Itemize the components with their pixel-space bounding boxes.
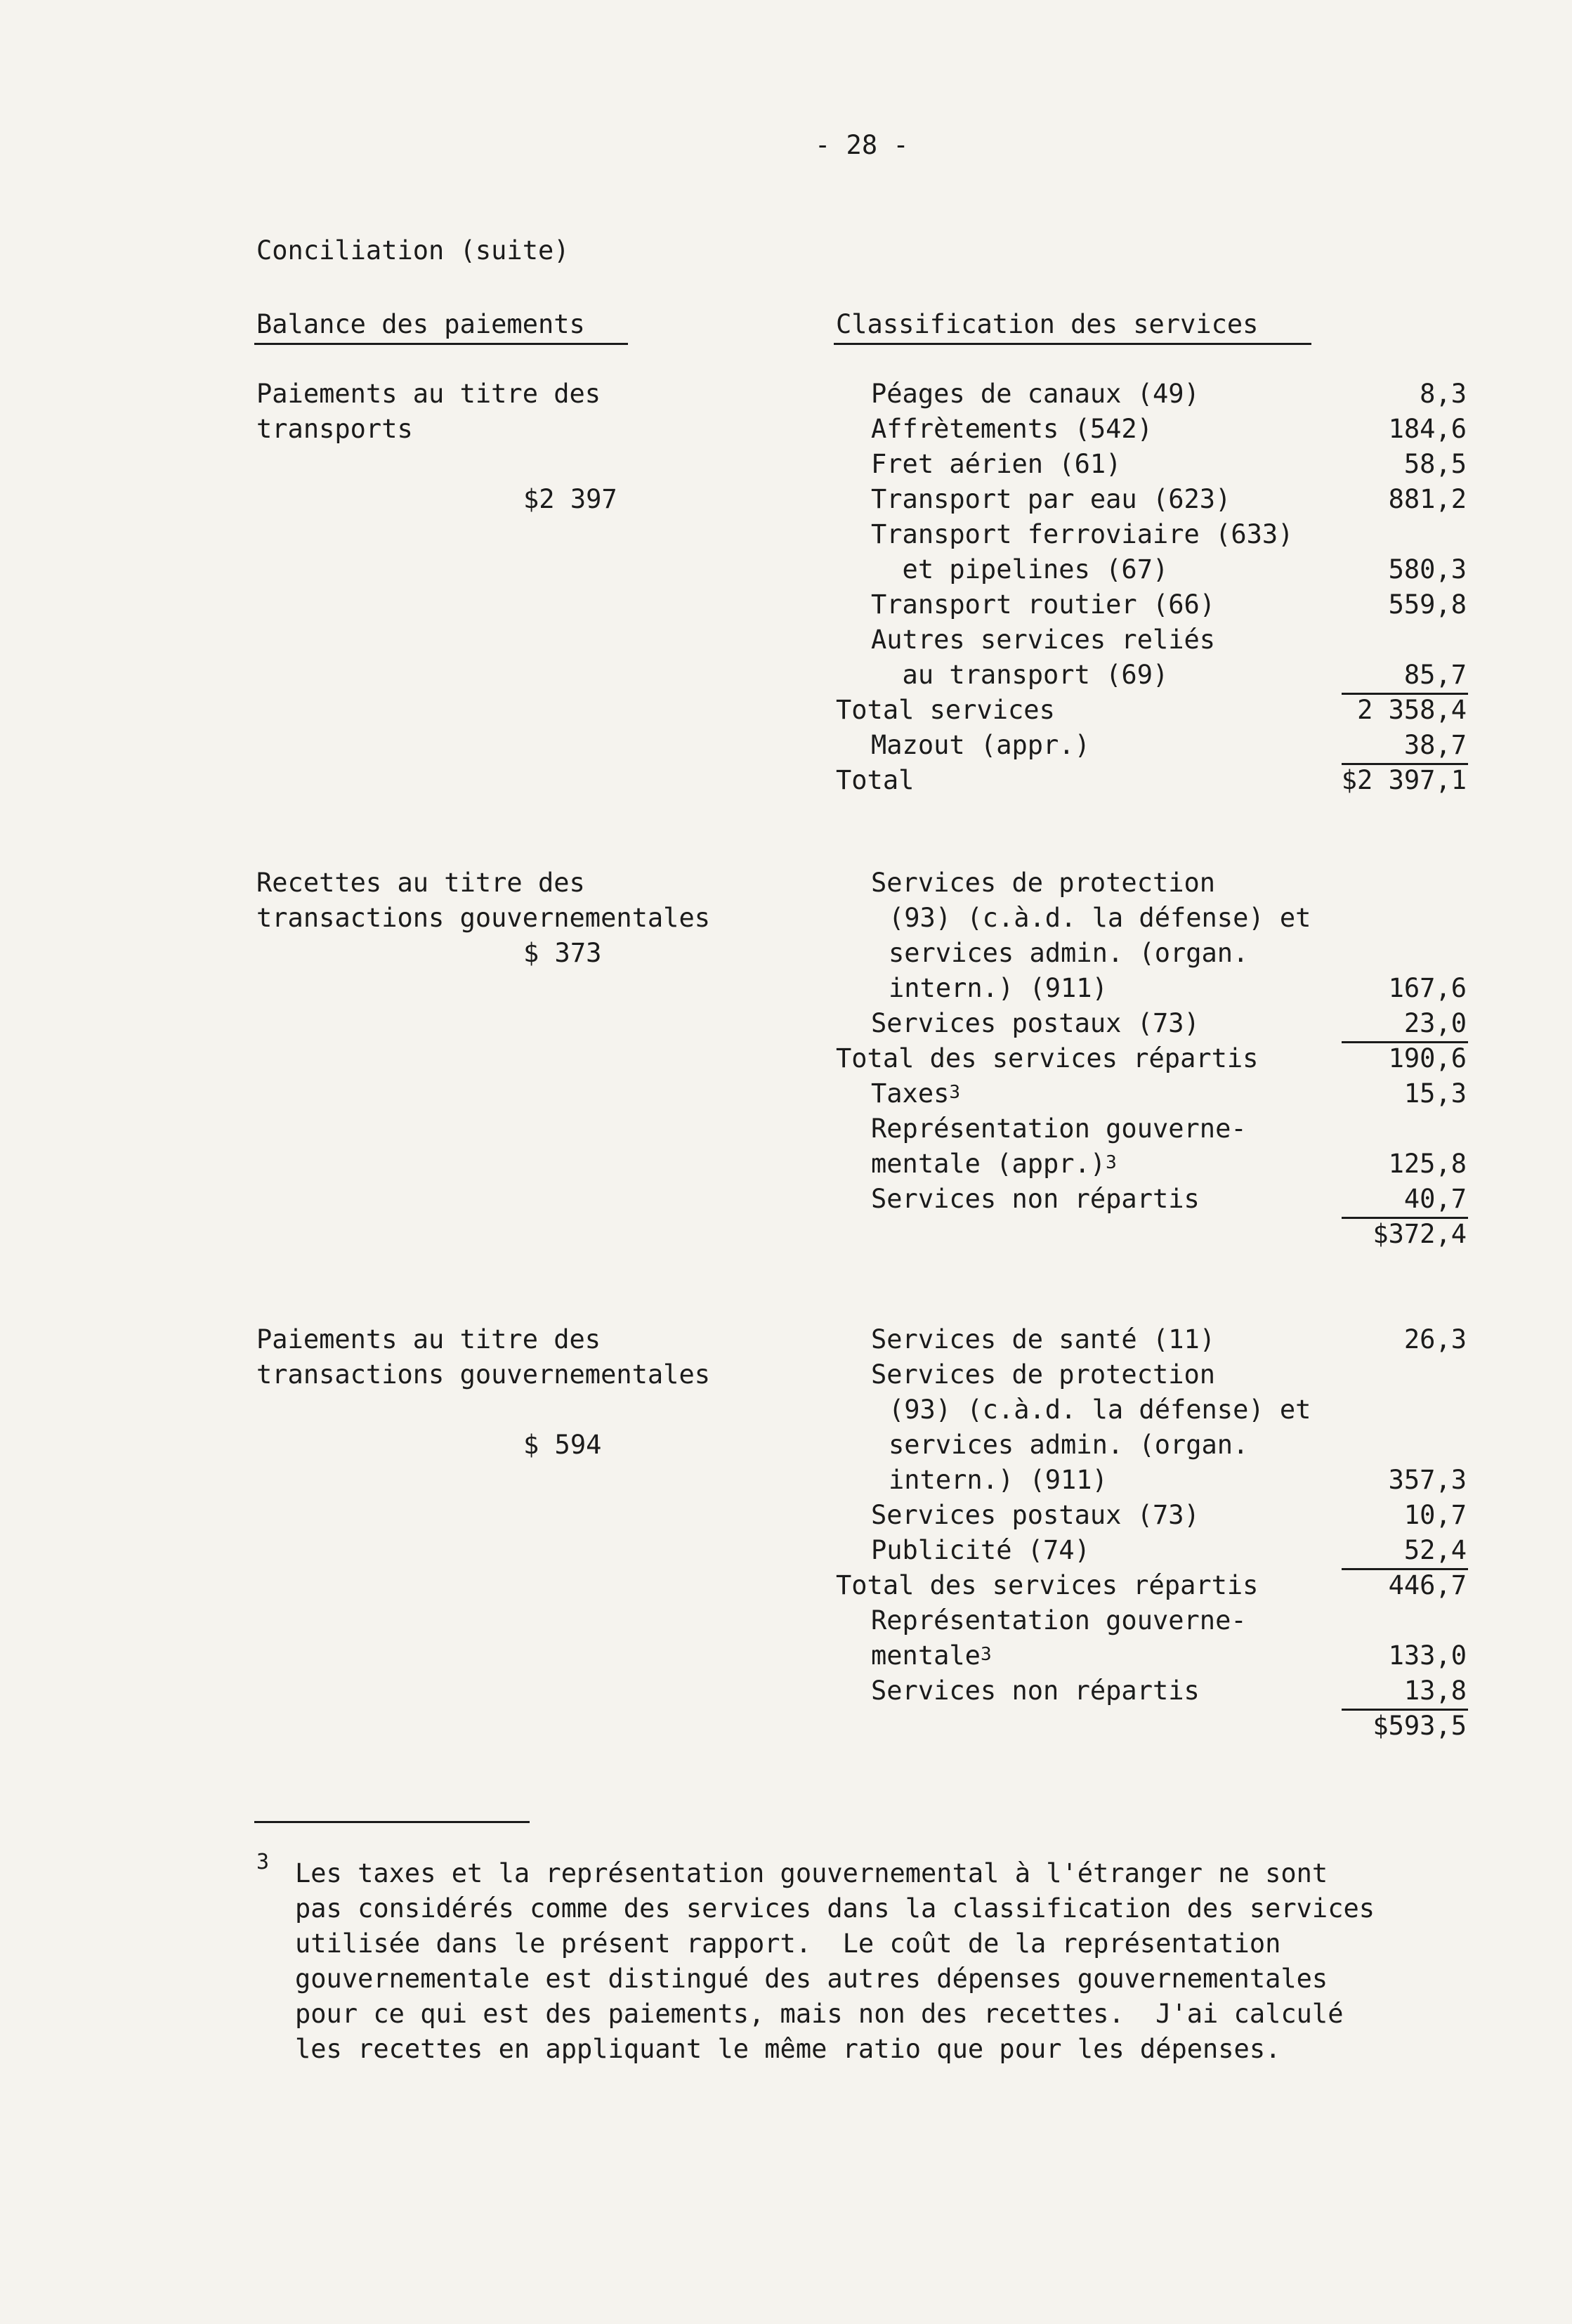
footnote-line: utilisée dans le présent rapport. Le coût de la représentation: [295, 1928, 1281, 1959]
list-item-value: 52,4: [1403, 1535, 1467, 1565]
list-item-value: $593,5: [1373, 1711, 1467, 1741]
list-item-value: 125,8: [1388, 1149, 1467, 1179]
list-item: Services de protection: [871, 1359, 1216, 1390]
list-item: Services de protection: [871, 868, 1216, 898]
footnote-line: Les taxes et la représentation gouvernemental à l'étranger ne sont: [295, 1858, 1328, 1888]
block-paiements-amount: $ 594: [523, 1430, 602, 1460]
page-number: - 28 -: [815, 130, 909, 160]
list-item-value: 40,7: [1403, 1184, 1467, 1214]
block-paiements-label-2: transactions gouvernementales: [256, 1359, 711, 1390]
list-item: intern.) (911): [889, 1465, 1108, 1495]
list-item: Affrètements (542): [871, 414, 1153, 444]
list-item: Services postaux (73): [871, 1500, 1200, 1530]
list-item-label: mentale (appr.): [871, 1149, 1106, 1179]
list-item-label: Taxes: [871, 1078, 950, 1109]
footnote-separator: [254, 1821, 530, 1823]
list-item-value: 881,2: [1388, 484, 1467, 514]
list-item: Total services: [836, 695, 1055, 725]
block-paiements-label-1: Paiements au titre des: [256, 1324, 601, 1354]
list-item: services admin. (organ.: [889, 1430, 1249, 1460]
list-item: Fret aérien (61): [871, 449, 1122, 479]
list-item: Services non répartis: [871, 1184, 1200, 1214]
list-item-value: 13,8: [1403, 1676, 1467, 1706]
list-item: Publicité (74): [871, 1535, 1090, 1565]
list-item: intern.) (911): [889, 973, 1108, 1003]
header-balance-des-paiements: Balance des paiements: [256, 309, 585, 339]
list-item-value: $372,4: [1373, 1219, 1467, 1249]
list-item: [871, 1638, 992, 1673]
list-item: Représentation gouverne-: [871, 1114, 1247, 1144]
list-item-value: 190,6: [1388, 1043, 1467, 1073]
block-transport-label-2: transports: [256, 414, 413, 444]
header-classification-des-services: Classification des services: [836, 309, 1259, 339]
list-item-value: 184,6: [1388, 414, 1467, 444]
list-item-value: 2 358,4: [1357, 695, 1467, 725]
list-item: et pipelines (67): [871, 554, 1169, 585]
list-item-label: mentale: [871, 1640, 981, 1671]
block-recettes-amount: $ 373: [523, 938, 602, 968]
list-item-value: 10,7: [1403, 1500, 1467, 1530]
list-item: Services postaux (73): [871, 1008, 1200, 1038]
block-recettes-label-1: Recettes au titre des: [256, 868, 585, 898]
list-item: (93) (c.à.d. la défense) et: [889, 903, 1311, 933]
list-item: au transport (69): [871, 660, 1169, 690]
list-item: Représentation gouverne-: [871, 1605, 1247, 1636]
footnote-line: les recettes en appliquant le même ratio que pour les dépenses.: [295, 2034, 1281, 2064]
list-item-value: 58,5: [1403, 449, 1467, 479]
list-item: Mazout (appr.): [871, 730, 1090, 760]
list-item-value: 133,0: [1388, 1640, 1467, 1671]
list-item: Total des services répartis: [836, 1570, 1259, 1600]
list-item: [871, 1147, 1117, 1182]
list-item: Transport routier (66): [871, 589, 1216, 620]
footnote-line: pas considérés comme des services dans la classification des services: [295, 1893, 1375, 1924]
block-transport-amount: $2 397: [523, 484, 617, 514]
list-item: Total: [836, 765, 915, 795]
block-transport-label-1: Paiements au titre des: [256, 379, 601, 409]
list-item-value: 167,6: [1388, 973, 1467, 1003]
header-right-underline: [834, 343, 1311, 345]
list-item-value: 357,3: [1388, 1465, 1467, 1495]
list-item-value: $2 397,1: [1341, 765, 1467, 795]
footnote-line: pour ce qui est des paiements, mais non des recettes. J'ai calculé: [295, 1999, 1344, 2029]
list-item-value: 85,7: [1403, 660, 1467, 690]
header-left-underline: [254, 343, 628, 345]
list-item: Péages de canaux (49): [871, 379, 1200, 409]
section-title: Conciliation (suite): [256, 235, 570, 266]
list-item: Transport par eau (623): [871, 484, 1231, 514]
list-item-value: 15,3: [1403, 1078, 1467, 1109]
list-item-value: 8,3: [1420, 379, 1467, 409]
list-item: [871, 1076, 960, 1111]
list-item: Services non répartis: [871, 1676, 1200, 1706]
list-item: Autres services reliés: [871, 625, 1216, 655]
list-item: Total des services répartis: [836, 1043, 1259, 1073]
footnote-ref: 3: [949, 1082, 961, 1103]
block-recettes-label-2: transactions gouvernementales: [256, 903, 711, 933]
footnote-line: gouvernementale est distingué des autres dépenses gouvernementales: [295, 1964, 1328, 1994]
list-item-value: 446,7: [1388, 1570, 1467, 1600]
footnote-ref: 3: [1106, 1152, 1117, 1173]
footnote-ref: 3: [980, 1644, 992, 1665]
list-item-value: 559,8: [1388, 589, 1467, 620]
list-item-value: 38,7: [1403, 730, 1467, 760]
list-item: Services de santé (11): [871, 1324, 1216, 1354]
footnote-marker: 3: [256, 1850, 270, 1874]
list-item-value: 23,0: [1403, 1008, 1467, 1038]
list-item-value: 26,3: [1403, 1324, 1467, 1354]
list-item: (93) (c.à.d. la défense) et: [889, 1395, 1311, 1425]
list-item-value: 580,3: [1388, 554, 1467, 585]
list-item: services admin. (organ.: [889, 938, 1249, 968]
list-item: Transport ferroviaire (633): [871, 519, 1294, 549]
